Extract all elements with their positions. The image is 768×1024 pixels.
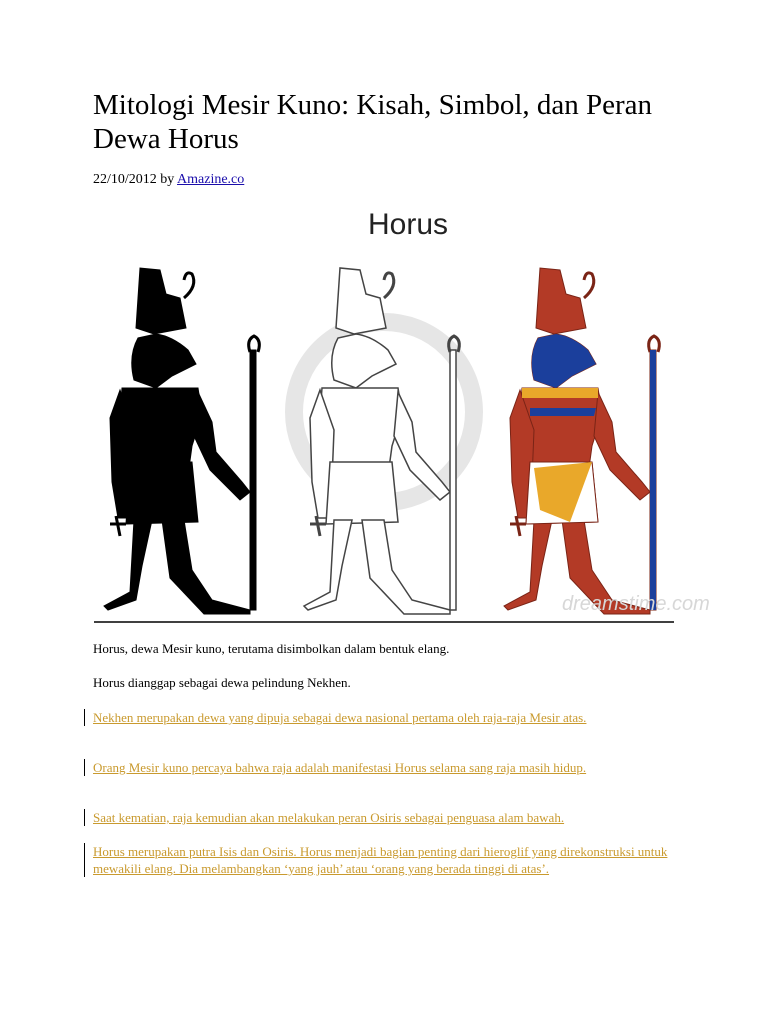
paragraph-2: Horus dianggap sebagai dewa pelindung Nekhen. xyxy=(93,675,351,690)
horus-black xyxy=(104,268,259,614)
article-meta xyxy=(93,172,244,188)
link-paragraph-3[interactable] xyxy=(84,809,693,826)
paragraph-1: Horus, dewa Mesir kuno, terutama disimbolkan dalam bentuk elang. xyxy=(93,641,450,656)
figure-title: Horus xyxy=(367,208,449,241)
horus-outline xyxy=(304,268,459,614)
horus-colored xyxy=(504,268,659,614)
link-text[interactable]: Orang Mesir kuno percaya bahwa raja adalah manifestasi Horus selama sang raja masih hidup. xyxy=(93,760,587,775)
link-text[interactable]: Saat kematian, raja kemudian akan melakukan peran Osiris sebagai penguasa alam bawah. xyxy=(93,810,565,825)
link-text[interactable]: Horus merupakan putra Isis dan Osiris. Horus menjadi bagian penting dari hieroglif yang direkonstruksi untuk mewakili elang. Dia melambangkan ‘yang jauh’ atau ‘orang yang berada tinggi di atas’. xyxy=(93,844,668,876)
article-date: 22/10/2012 xyxy=(93,172,157,187)
link-paragraph-2[interactable] xyxy=(84,759,693,776)
link-text[interactable]: Nekhen merupakan dewa yang dipuja sebagai dewa nasional pertama oleh raja-raja Mesir atas. xyxy=(93,710,587,725)
horus-illustration xyxy=(92,200,710,630)
article-title: Mitologi Mesir Kuno: Kisah, Simbol, dan Peran Dewa Horus xyxy=(93,89,653,155)
by-word: by xyxy=(160,172,175,187)
link-paragraph-1[interactable] xyxy=(84,709,693,726)
author-link[interactable]: Amazine.co xyxy=(177,172,245,187)
link-paragraph-4[interactable] xyxy=(84,843,693,877)
watermark-text: dreamstime.com xyxy=(562,593,710,615)
